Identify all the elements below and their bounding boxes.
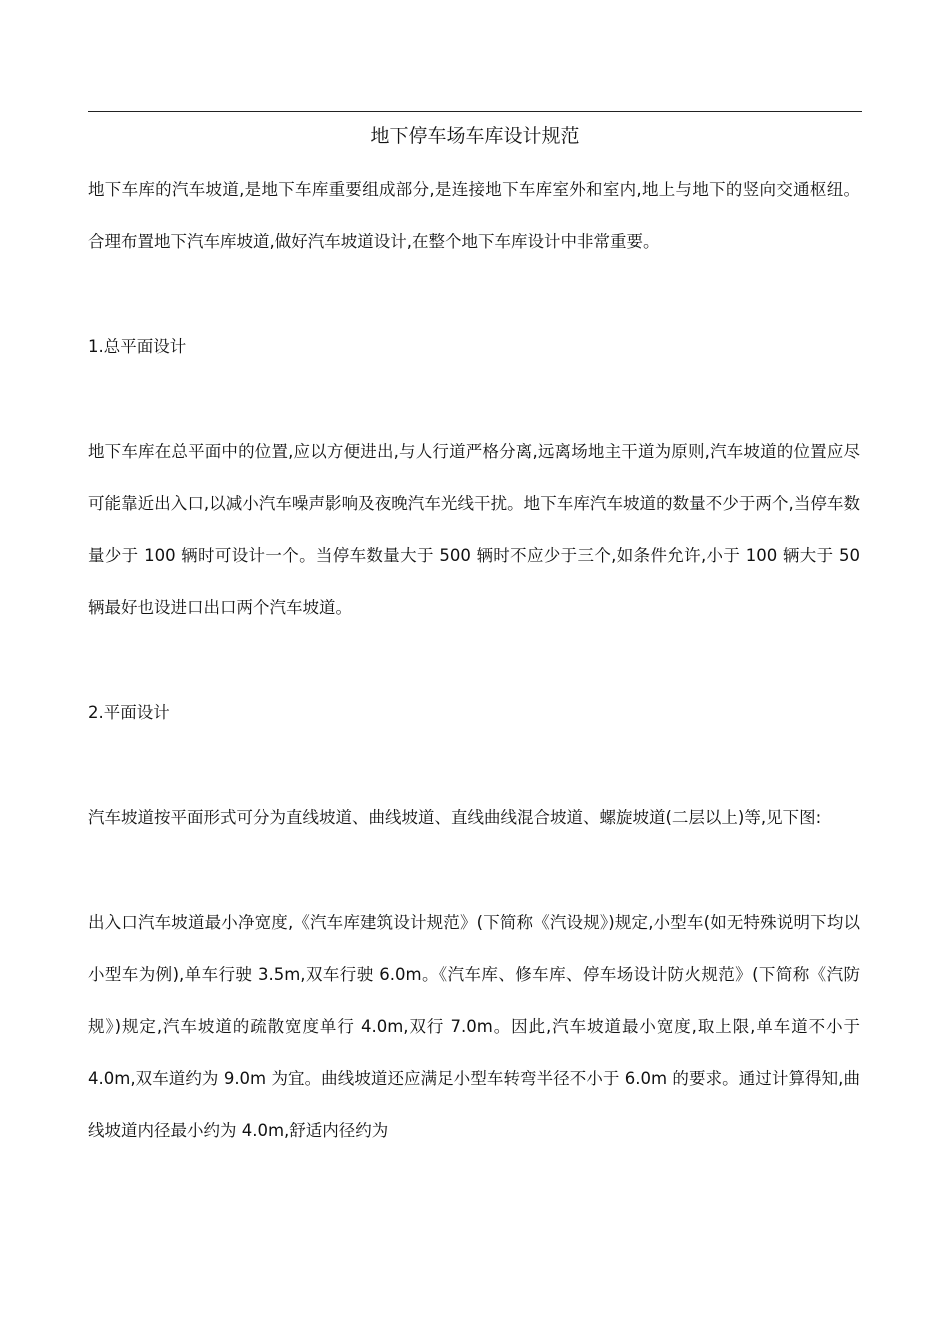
paragraph-intro: 地下车库的汽车坡道,是地下车库重要组成部分,是连接地下车库室外和室内,地上与地下的竖向交通枢纽。合理布置地下汽车库坡道,做好汽车坡道设计,在整个地下车库设计中非常重要。 <box>88 180 860 251</box>
paragraph-ramp-width: 出入口汽车坡道最小净宽度,《汽车库建筑设计规范》(下简称《汽设规》)规定,小型车(如无特殊说明下均以小型车为例),单车行驶 3.5m,双车行驶 6.0m。《汽车库、修车库、停车场设计防火规范》(下简称《汽防规》)规定,汽车坡道的疏散宽度单行 4.0m,双行 7.0m。因此,汽车坡道最小宽度,取上限,单车道不小于 4.0m,双车道约为 9.0m 为宜。曲线坡道还应满足小型车转弯半径不小于 6.0m 的要求。通过计算得知,曲线坡道内径最小约为 4.0m,舒适内径约为 <box>88 913 866 1140</box>
paragraph-gap <box>88 844 860 897</box>
paragraph-site-plan: 地下车库在总平面中的位置,应以方便进出,与人行道严格分离,远离场地主干道为原则,汽车坡道的位置应尽可能靠近出入口,以减小汽车噪声影响及夜晚汽车光线干扰。地下车库汽车坡道的数量不少于两个,当停车数量少于 100 辆时可设计一个。当停车数量大于 500 辆时不应少于三个,如条件允许,小于 100 辆大于 50 辆最好也设进口出口两个汽车坡道。 <box>88 442 866 617</box>
header-rule <box>88 111 862 112</box>
paragraph-gap <box>88 373 860 426</box>
section-heading-site-plan: 1.总平面设计 <box>88 337 187 356</box>
paragraph-gap <box>88 268 860 321</box>
paragraph-gap <box>88 634 860 687</box>
section-heading-plan: 2.平面设计 <box>88 703 170 722</box>
paragraph-ramp-types: 汽车坡道按平面形式可分为直线坡道、曲线坡道、直线曲线混合坡道、螺旋坡道(二层以上)等,见下图: <box>88 808 822 827</box>
document-title: 地下停车场车库设计规范 <box>370 125 580 147</box>
document-body <box>88 164 866 1157</box>
paragraph-gap <box>88 739 860 792</box>
